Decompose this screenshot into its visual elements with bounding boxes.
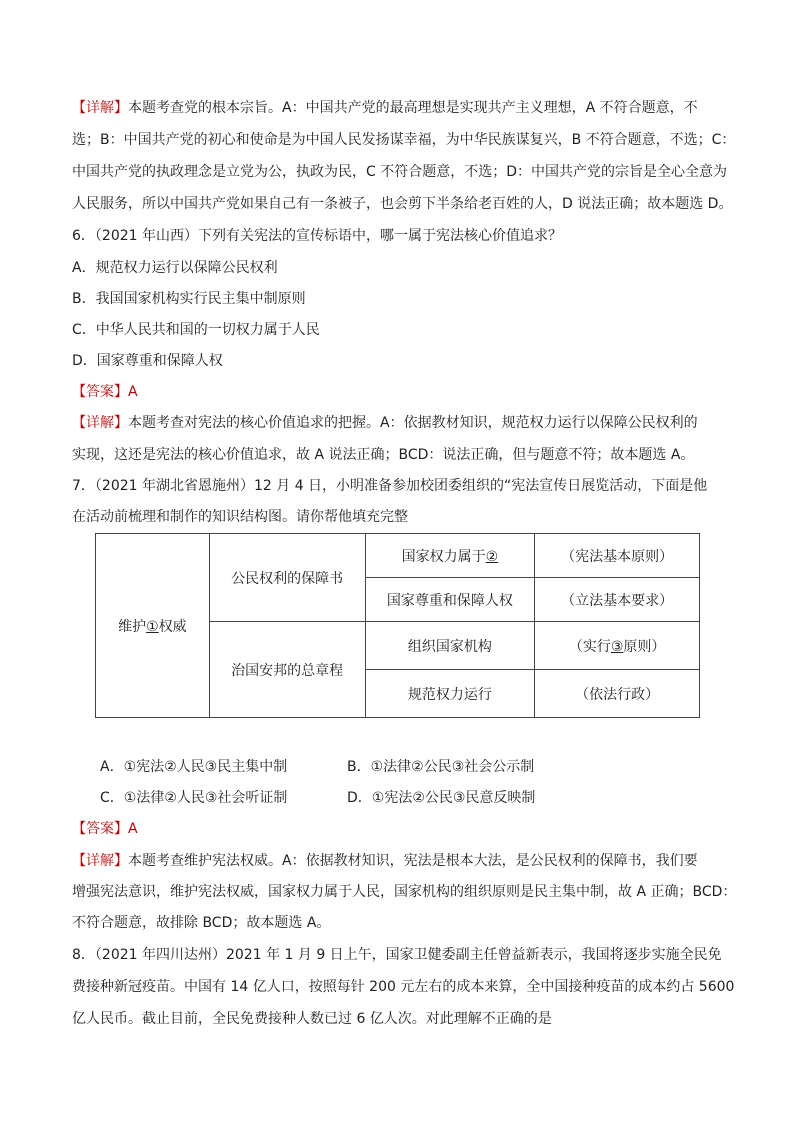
table-item-cell: 国家权力属于② [365, 534, 535, 578]
q6-option-c: C．中华人民共和国的一切权力属于人民 [72, 322, 320, 338]
q7-option-a: A．①宪法②人民③民主集中制 [100, 759, 288, 775]
answer-value: A [128, 821, 138, 837]
blank-1: ① [146, 618, 159, 635]
q7-option-d: D．①宪法②公民③民意反映制 [347, 790, 536, 806]
q7-option-b: B．①法律②公民③社会公示制 [347, 759, 535, 775]
question-8-stem: 8．（2021 年四川达州）2021 年 1 月 9 日上午，国家卫健委副主任曾益新表示，我国将逐步实施全民免 [72, 947, 722, 963]
blank-2: ② [485, 548, 499, 565]
table-branch-cell: 公民权利的保障书 [209, 534, 365, 622]
q6-detail [72, 413, 698, 433]
table-root-cell: 维护①权威 [96, 534, 210, 718]
question-8-stem: 亿人民币。截止目前，全民免费接种人数已过 6 亿人次。对此理解不正确的是 [72, 1011, 552, 1027]
detail-text: 本题考查维护宪法权威。A：依据教材知识，宪法是根本大法，是公民权利的保障书，我们要 [128, 853, 698, 869]
detail-text: 人民服务，所以中国共产党如果自己有一条被子，也会剪下半条给老百姓的人，D 说法正确；故本题选 D。 [72, 196, 733, 212]
detail-tag: 【详解】 [72, 415, 128, 431]
answer-tag: 【答案】 [72, 821, 128, 837]
table-item-cell: 规范权力运行 [365, 670, 535, 718]
question-7-stem: 7．（2021 年湖北省恩施州）12 月 4 日，小明准备参加校团委组织的“宪法宣传日展览活动，下面是他 [72, 478, 708, 494]
answer-tag: 【答案】 [72, 384, 128, 400]
table-item-cell: 组织国家机构 [365, 622, 535, 670]
question-7-stem: 在活动前梳理和制作的知识结构图。请你帮他填充完整 [72, 509, 408, 525]
table-item-cell: 国家尊重和保障人权 [365, 578, 535, 622]
blank-3: ③ [610, 638, 624, 655]
table-branch-cell: 治国安邦的总章程 [209, 622, 365, 718]
detail-tag: 【详解】 [72, 853, 128, 869]
q7-answer [72, 819, 138, 839]
q7-option-c: C．①法律②人民③社会听证制 [100, 790, 288, 806]
answer-value: A [128, 384, 138, 400]
detail-paragraph [72, 98, 698, 118]
q6-option-d: D．国家尊重和保障人权 [72, 353, 223, 369]
question-8-stem: 费接种新冠疫苗。中国有 14 亿人口，按照每针 200 元左右的成本来算，全中国接种疫苗的成本约占 5600 [72, 979, 735, 995]
detail-text: 不符合题意，故排除 BCD；故本题选 A。 [72, 915, 331, 931]
detail-text: 中国共产党的执政理念是立党为公，执政为民，C 不符合题意，不选；D：中国共产党的宗旨是全心全意为 [72, 164, 728, 180]
table-note-cell: （宪法基本原则） [535, 534, 700, 578]
detail-text: 本题考查对宪法的核心价值追求的把握。A：依据教材知识，规范权力运行以保障公民权利的 [128, 415, 698, 431]
detail-tag: 【详解】 [72, 100, 128, 116]
detail-text: 本题考查党的根本宗旨。A：中国共产党的最高理想是实现共产主义理想，A 不符合题意，不 [128, 100, 698, 116]
q7-detail [72, 851, 698, 871]
table-note-cell: （依法行政） [535, 670, 700, 718]
detail-text: 选；B：中国共产党的初心和使命是为中国人民发扬谋幸福，为中华民族谋复兴，B 不符合题意，不选；C： [72, 132, 736, 148]
detail-text: 增强宪法意识，维护宪法权威，国家权力属于人民，国家机构的组织原则是民主集中制，故 A 正确；BCD： [72, 884, 737, 900]
table-note-cell: （实行③原则） [535, 622, 700, 670]
q6-answer [72, 382, 138, 402]
knowledge-structure-table [95, 533, 700, 718]
q6-option-b: B．我国国家机构实行民主集中制原则 [72, 291, 306, 307]
table-note-cell: （立法基本要求） [535, 578, 700, 622]
question-6-stem: 6．（2021 年山西）下列有关宪法的宣传标语中，哪一属于宪法核心价值追求？ [72, 228, 562, 244]
detail-text: 实现，这还是宪法的核心价值追求，故 A 说法正确；BCD：说法正确，但与题意不符；故本题选 A。 [72, 447, 695, 463]
q6-option-a: A．规范权力运行以保障公民权利 [72, 260, 278, 276]
